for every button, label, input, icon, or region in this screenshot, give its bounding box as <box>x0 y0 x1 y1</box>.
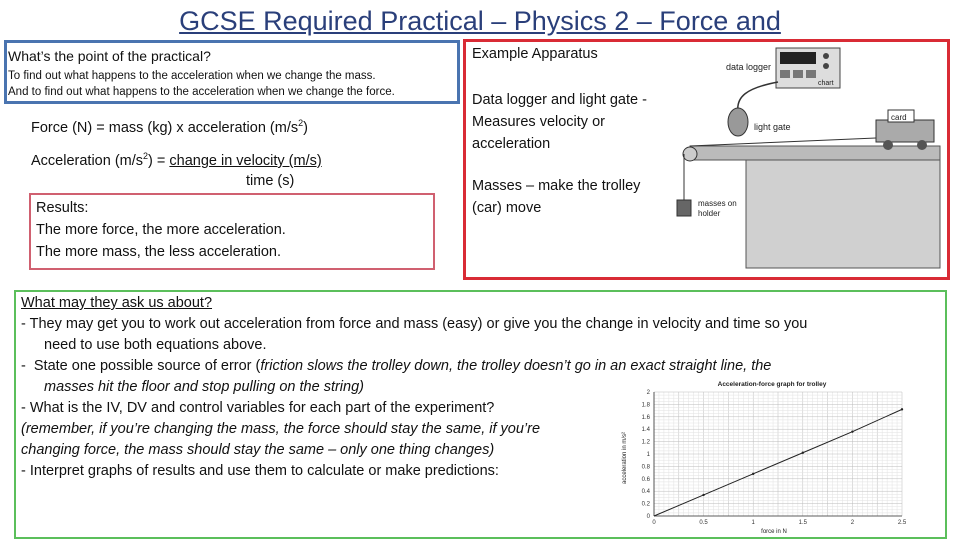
apparatus-desc-masses: Masses – make the trolley (car) move <box>472 178 641 216</box>
eq1-sup: 2 <box>298 118 304 128</box>
data-point <box>702 494 704 496</box>
eq1-text: Force (N) = mass (kg) x acceleration (m/s <box>31 119 299 136</box>
apparatus-desc-logger: Data logger and light gate - Measures velocity or acceleration <box>472 92 647 152</box>
x-tick-label: 1 <box>751 520 755 526</box>
y-tick-label: 1.4 <box>641 427 650 434</box>
page-title: GCSE Required Practical – Physics 2 – Force and <box>179 6 781 36</box>
x-tick-label: 1.5 <box>798 520 807 526</box>
ask-bullet-1: - They may get you to work out acceleration from force and mass (easy) or give you the change in velocity and time so you <box>21 316 808 332</box>
point-line-2: And to find out what happens to the acceleration when we change the force. <box>8 86 395 98</box>
x-tick-label: 2.5 <box>897 520 907 526</box>
eq2-denominator: time (s) <box>246 173 295 189</box>
ask-bullet-4: - Interpret graphs of results and use them to calculate or make predictions: <box>21 463 499 479</box>
y-tick-label: 0 <box>646 514 650 520</box>
ask-bullet-2-text: - State one possible source of error ( <box>21 358 261 374</box>
ask-bullet-3-italic-1: (remember, if you’re changing the mass, the force should stay the same, if you’re <box>21 421 541 437</box>
force-equation <box>31 118 308 136</box>
acceleration-equation <box>31 151 322 169</box>
y-tick-label: 2 <box>646 390 650 396</box>
data-point <box>802 452 804 454</box>
eq2-mid: ) = <box>148 152 170 169</box>
light-gate-icon <box>728 108 748 136</box>
y-tick-label: 0.2 <box>641 501 650 508</box>
eq2-numerator: change in velocity (m/s) <box>169 152 322 169</box>
trolley-icon <box>876 120 934 142</box>
data-logger-label: data logger <box>726 62 772 72</box>
y-tick-label: 1.8 <box>641 402 650 409</box>
ask-bullet-2-italic: friction slows the trolley down, the trolley doesn’t go in an exact straight line, the <box>260 358 772 374</box>
card-label: card <box>891 113 907 122</box>
results-line-1: The more force, the more acceleration. <box>36 222 286 238</box>
x-tick-label: 0.5 <box>699 520 708 526</box>
ask-bullet-3-note-1 <box>21 419 540 440</box>
acceleration-force-graph <box>612 378 912 536</box>
ask-bullet-3: - What is the IV, DV and control variables for each part of the experiment? <box>21 400 495 416</box>
results-heading: Results: <box>36 200 89 216</box>
apparatus-title: Example Apparatus <box>472 46 598 62</box>
y-tick-label: 1 <box>646 452 650 458</box>
masses-label: masses on <box>698 199 737 208</box>
ask-bullet-2-cont <box>44 377 364 398</box>
y-tick-label: 1.2 <box>641 439 650 446</box>
graph-xlabel: force in N <box>761 529 787 535</box>
ask-heading: What may they ask us about? <box>21 295 213 311</box>
y-tick-label: 0.6 <box>641 476 650 483</box>
apparatus-diagram <box>676 42 942 270</box>
eq2-sup: 2 <box>143 151 149 161</box>
data-point <box>851 430 853 432</box>
point-question: What’s the point of the practical? <box>8 48 211 64</box>
graph-title: Acceleration-force graph for trolley <box>717 381 827 388</box>
data-point <box>901 408 903 410</box>
bench <box>746 160 940 268</box>
graph-grid <box>654 392 902 516</box>
x-tick-label: 0 <box>652 520 656 526</box>
chart-label: chart <box>818 80 834 87</box>
data-point <box>752 473 754 475</box>
pulley-icon <box>683 147 697 161</box>
y-tick-label: 0.8 <box>641 464 650 471</box>
ask-bullet-2-italic-2: masses hit the floor and stop pulling on the string) <box>44 379 364 395</box>
masses-icon <box>677 200 691 216</box>
ask-bullet-3-note-2 <box>21 440 494 461</box>
y-tick-label: 0.4 <box>641 489 650 496</box>
holder-label: holder <box>698 209 721 218</box>
x-tick-label: 2 <box>850 520 855 526</box>
results-line-2: The more mass, the less acceleration. <box>36 244 281 260</box>
light-gate-label: light gate <box>754 122 791 132</box>
ask-bullet-1-cont: need to use both equations above. <box>44 337 267 353</box>
eq2-text: Acceleration (m/s <box>31 152 144 169</box>
y-tick-label: 1.6 <box>641 414 650 421</box>
eq1-close: ) <box>303 119 308 136</box>
ask-bullet-2 <box>21 356 771 377</box>
point-line-1: To find out what happens to the acceleration when we change the mass. <box>8 70 376 82</box>
track <box>690 146 940 160</box>
logger-display <box>780 52 816 64</box>
graph-ylabel: acceleration in m/s² <box>622 431 628 485</box>
ask-bullet-3-italic-2: changing force, the mass should stay the same – only one thing changes) <box>21 442 495 458</box>
